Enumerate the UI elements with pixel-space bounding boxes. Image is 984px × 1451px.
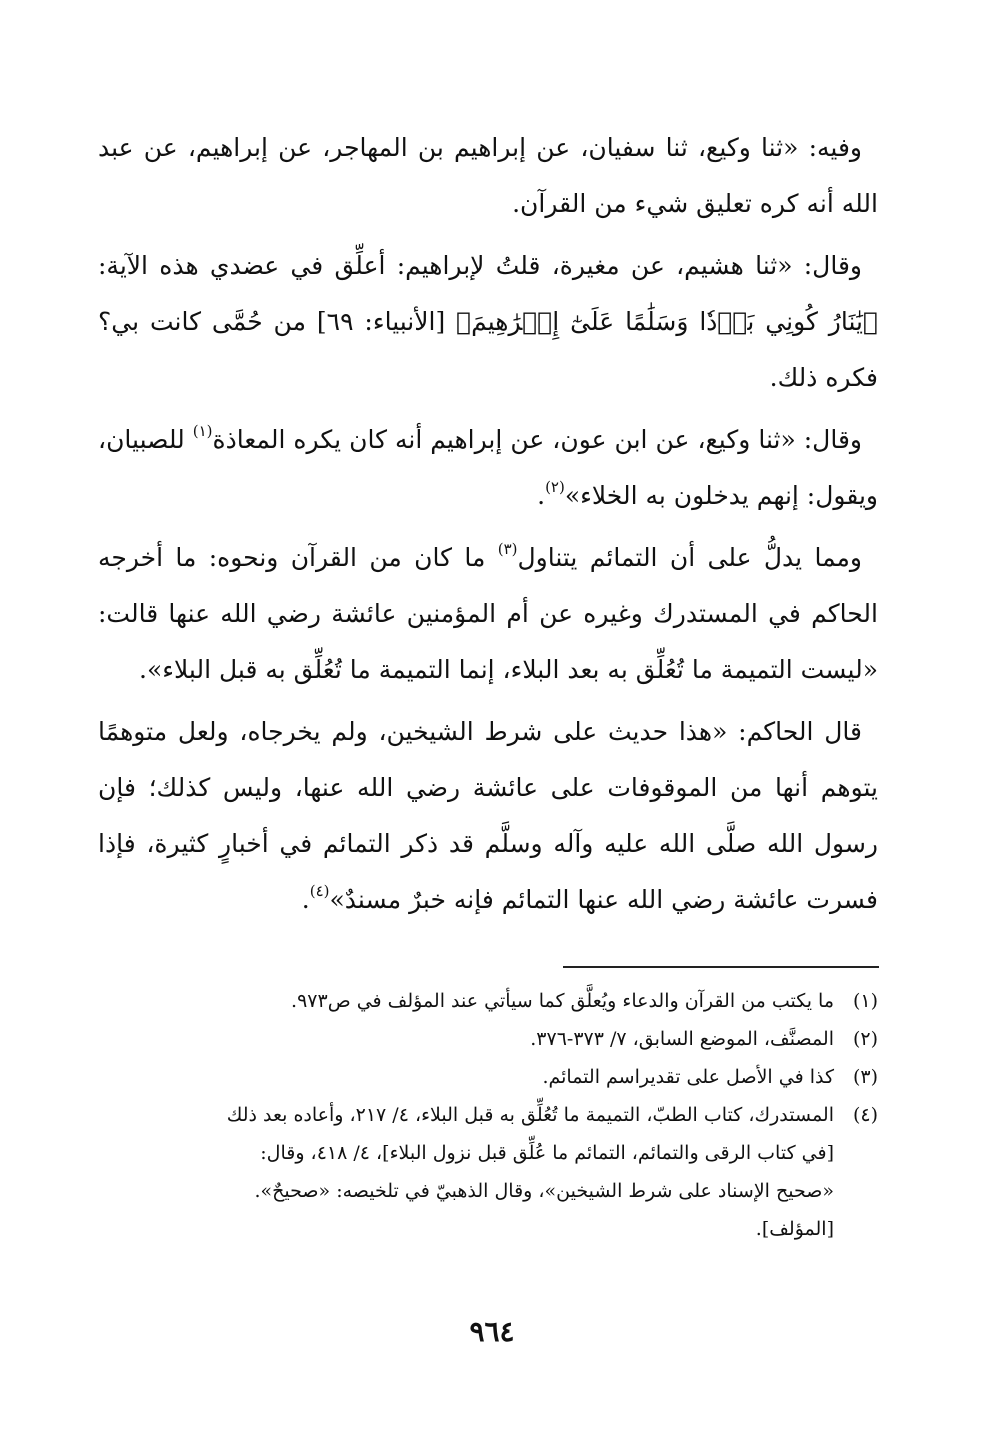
footnote-4 <box>98 1096 878 1248</box>
paragraph-text: للصبيان، ويقول: إنهم يدخلون به الخلاء» <box>98 425 878 510</box>
paragraph-text: . <box>537 481 546 510</box>
footnote-line: «صحيح الإسناد على شرط الشيخين»، وقال الذهبيّ في تلخيصه: «صحيحٌ». <box>254 1180 834 1202</box>
paragraph-text: قال الحاكم: «هذا حديث على شرط الشيخين، ولم يخرجاه، ولعل متوهمًا يتوهم أنها من الموقوفات على عائشة رضي الله عنها، وليس كذلك؛ فإن رسول الله صلَّى الله عليه وآله وسلَّم قد ذكر التمائم في أخبارٍ كثيرة، فإذا فسرت عائشة رضي الله عنها التمائم فإنه خبرٌ مسندٌ» <box>98 717 878 914</box>
footnote-2 <box>98 1020 878 1058</box>
footnote-ref-4[interactable]: (٤) <box>309 882 330 900</box>
page-number: ٩٦٤ <box>469 1315 515 1348</box>
footnote-text <box>98 1020 834 1058</box>
footnote-number: (١) <box>852 990 878 1012</box>
footnotes <box>98 982 878 1248</box>
footnote-3 <box>98 1058 878 1096</box>
footnote-separator <box>563 966 879 968</box>
footnote-number: (٤) <box>852 1104 878 1126</box>
footnote-line: المستدرك، كتاب الطبّ، التميمة ما تُعُلِّق به قبل البلاء، ٤/ ٢١٧، وأعاده بعد ذلك <box>226 1104 834 1126</box>
paragraph-text: ومما يدلُّ على أن التمائم يتناول <box>517 543 862 572</box>
footnote-line: [في كتاب الرقى والتمائم، التمائم ما عُلِّق قبل نزول البلاء]، ٤/ ٤١٨، وقال: <box>260 1142 834 1164</box>
paragraph-2 <box>98 238 878 406</box>
footnote-ref-1[interactable]: (١) <box>192 422 213 440</box>
footnote-text <box>98 1096 834 1248</box>
footnote-number: (٣) <box>852 1066 878 1088</box>
paragraph-text: وقال: «ثنا هشيم، عن مغيرة، قلتُ لإبراهيم: أعلِّق في عضدي هذه الآية: ﴿يَٰنَارُ كُونِي بَرۡدٗا وَسَلَٰمًا عَلَىٰٓ إِبۡرَٰهِيمَ﴾ [الأنبياء: ٦٩] من حُمَّى كانت بي؟ فكره ذلك. <box>98 251 878 392</box>
footnote-text <box>98 1058 834 1096</box>
footnote-line: [المؤلف]. <box>755 1218 834 1240</box>
paragraph-3 <box>98 412 878 524</box>
footnote-1 <box>98 982 878 1020</box>
footnote-line: كذا في الأصل على تقديراسم التمائم. <box>542 1066 834 1088</box>
footnote-ref-2[interactable]: (٢) <box>545 478 565 496</box>
paragraph-text: . <box>301 885 310 914</box>
paragraph-5 <box>98 704 878 928</box>
footnote-ref-3[interactable]: (٣) <box>497 540 518 558</box>
footnote-line: ما يكتب من القرآن والدعاء ويُعلَّق كما سيأتي عند المؤلف في ص٩٧٣. <box>291 990 834 1012</box>
footnote-line: المصنَّف، الموضع السابق، ٧/ ٣٧٣-٣٧٦. <box>530 1028 834 1050</box>
page-body <box>98 120 878 934</box>
paragraph-4 <box>98 530 878 698</box>
footnote-number: (٢) <box>852 1028 878 1050</box>
paragraph-1 <box>98 120 878 232</box>
paragraph-text: ما كان من القرآن ونحوه: ما أخرجه الحاكم في المستدرك وغيره عن أم المؤمنين عائشة رضي الله عنها قالت: «ليست التميمة ما تُعُلِّق به بعد البلاء، إنما التميمة ما تُعُلِّق به قبل البلاء». <box>98 543 878 684</box>
footnote-text <box>98 982 834 1020</box>
paragraph-text: وقال: «ثنا وكيع، عن ابن عون، عن إبراهيم أنه كان يكره المعاذة <box>212 425 862 454</box>
paragraph-text: وفيه: «ثنا وكيع، ثنا سفيان، عن إبراهيم بن المهاجر، عن إبراهيم، عن عبد الله أنه كره تعليق شيء من القرآن. <box>98 133 878 218</box>
